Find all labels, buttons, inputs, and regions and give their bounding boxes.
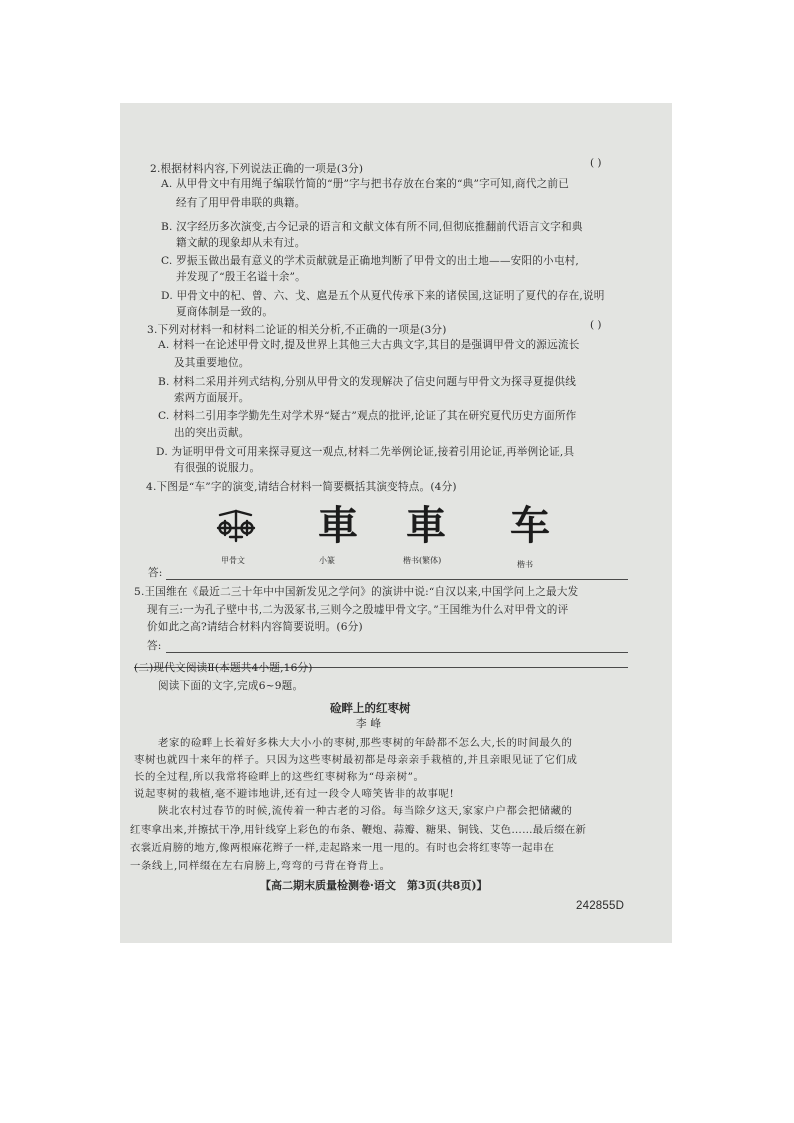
q2-option-c: C. 罗振玉做出最有意义的学术贡献就是正确地判断了甲骨文的出土地——安阳的小屯村, <box>161 255 579 267</box>
story-paragraph-3: 陕北农村过春节的时候,流传着一种古老的习俗。每当除夕这天,家家户户都会把储藏的 <box>158 805 573 817</box>
q4-answer-label: 答: <box>148 567 163 579</box>
q5-answer-label: 答: <box>147 640 162 652</box>
q2-option-d: D. 甲骨文中的杞、曾、六、戈、扈是五个从夏代传承下来的诸侯国,这证明了夏代的存在,说明 <box>161 290 605 302</box>
q2-answer-paren: ( ) <box>590 157 602 169</box>
story-paragraph-1-line-2: 枣树也就四十来年的样子。只因为这些枣树最初都是母亲亲手栽植的,并且亲眼见证了它们成 <box>134 754 578 766</box>
oracle-bone-che-glyph <box>216 508 256 544</box>
traditional-regular-che-glyph: 車 <box>406 502 446 549</box>
simplified-regular-label: 楷书 <box>517 560 533 569</box>
q3-option-c-cont: 出的突出贡献。 <box>174 427 250 439</box>
page-footer: 【高二期末质量检测卷·语文 第3页(共8页)】 <box>260 879 488 892</box>
q2-option-b-cont: 籍文献的现象却从未有过。 <box>176 237 306 249</box>
q3-option-b-cont: 索两方面展开。 <box>174 392 250 404</box>
q2-option-d-cont: 夏商体制是一致的。 <box>176 306 274 318</box>
story-paragraph-2: 说起枣树的栽植,毫不避讳地讲,还有过一段令人啼笑皆非的故事呢! <box>134 788 455 800</box>
q3-option-b: B. 材料二采用并列式结构,分别从甲骨文的发现解决了信史问题与甲骨文为探寻夏提供线 <box>158 376 577 388</box>
q5-line-1: 5.王国维在《最近二三十年中中国新发见之学问》的演讲中说:“自汉以来,中国学问上之最大发 <box>134 586 579 598</box>
q5-answer-line-1[interactable] <box>166 652 628 653</box>
story-title: 硷畔上的红枣树 <box>330 701 411 715</box>
q3-option-c: C. 材料二引用李学勤先生对学术界“疑古”观点的批评,论证了其在研究夏代历史方面所作 <box>158 410 577 422</box>
small-seal-che-glyph: 車 <box>318 502 358 549</box>
q4-answer-line[interactable] <box>166 579 628 580</box>
q3-stem: 3.下列对材料一和材料二论证的相关分析,不正确的一项是(3分) <box>147 324 447 336</box>
story-paragraph-3-line-3: 衣裳近肩膀的地方,像两根麻花辫子一样,走起路来一甩一甩的。有时也会将红枣等一起串在 <box>130 842 555 854</box>
q3-answer-paren: ( ) <box>590 319 602 331</box>
section-heading: (二)现代文阅读Ⅱ(本题共4小题,16分) <box>134 662 313 674</box>
q2-option-a: A. 从甲骨文中有用绳子编联竹简的“册”字与把书存放在台案的“典”字可知,商代之前已 <box>161 178 570 190</box>
story-paragraph-1: 老家的硷畔上长着好多株大大小小的枣树,那些枣树的年龄都不怎么大,长的时间最久的 <box>158 737 573 749</box>
q2-option-b: B. 汉字经历多次演变,古今记录的语言和文献文体有所不同,但彻底推翻前代语言文字和典 <box>161 221 583 233</box>
small-seal-label: 小篆 <box>319 556 335 565</box>
q2-stem: 2.根据材料内容,下列说法正确的一项是(3分) <box>150 163 364 175</box>
document-code: 242855D <box>576 900 625 912</box>
story-paragraph-3-line-4: 一条线上,同样缀在左右肩膀上,弯弯的弓背在脊背上。 <box>130 860 391 872</box>
q5-line-2: 现有三:一为孔子壁中书,二为汲冢书,三则今之殷墟甲骨文字。”王国维为什么对甲骨文的评 <box>147 604 569 616</box>
q3-option-a-cont: 及其重要地位。 <box>174 357 250 369</box>
story-paragraph-1-line-3: 长的全过程,所以我常将硷畔上的这些红枣树称为“母亲树”。 <box>134 771 425 783</box>
q3-option-a: A. 材料一在论述甲骨文时,提及世界上其他三大古典文字,其目的是强调甲骨文的源远流长 <box>158 339 580 351</box>
story-author: 李 峰 <box>356 718 382 730</box>
q3-option-d: D. 为证明甲骨文可用来探寻夏这一观点,材料二先举例论证,接着引用论证,再举例论证,具 <box>156 446 575 458</box>
story-paragraph-3-line-2: 红枣拿出来,并擦拭干净,用针线穿上彩色的布条、鞭炮、蒜瓣、糖果、铜钱、艾色……最后缀在新 <box>130 824 587 836</box>
q3-option-d-cont: 有很强的说服力。 <box>174 462 261 474</box>
q2-option-a-cont: 经有了用甲骨串联的典籍。 <box>176 197 306 209</box>
simplified-regular-che-glyph: 车 <box>510 502 550 549</box>
section-instruction: 阅读下面的文字,完成6~9题。 <box>158 680 304 692</box>
traditional-regular-label: 楷书(繁体) <box>403 556 442 565</box>
q2-option-c-cont: 并发现了“殷王名谥十余”。 <box>176 271 306 283</box>
oracle-bone-label: 甲骨文 <box>221 556 245 565</box>
exam-page <box>120 103 672 943</box>
q5-line-3: 价如此之高?请结合材料内容简要说明。(6分) <box>147 621 363 633</box>
q4-stem: 4.下图是“车”字的演变,请结合材料一简要概括其演变特点。(4分) <box>146 481 457 493</box>
